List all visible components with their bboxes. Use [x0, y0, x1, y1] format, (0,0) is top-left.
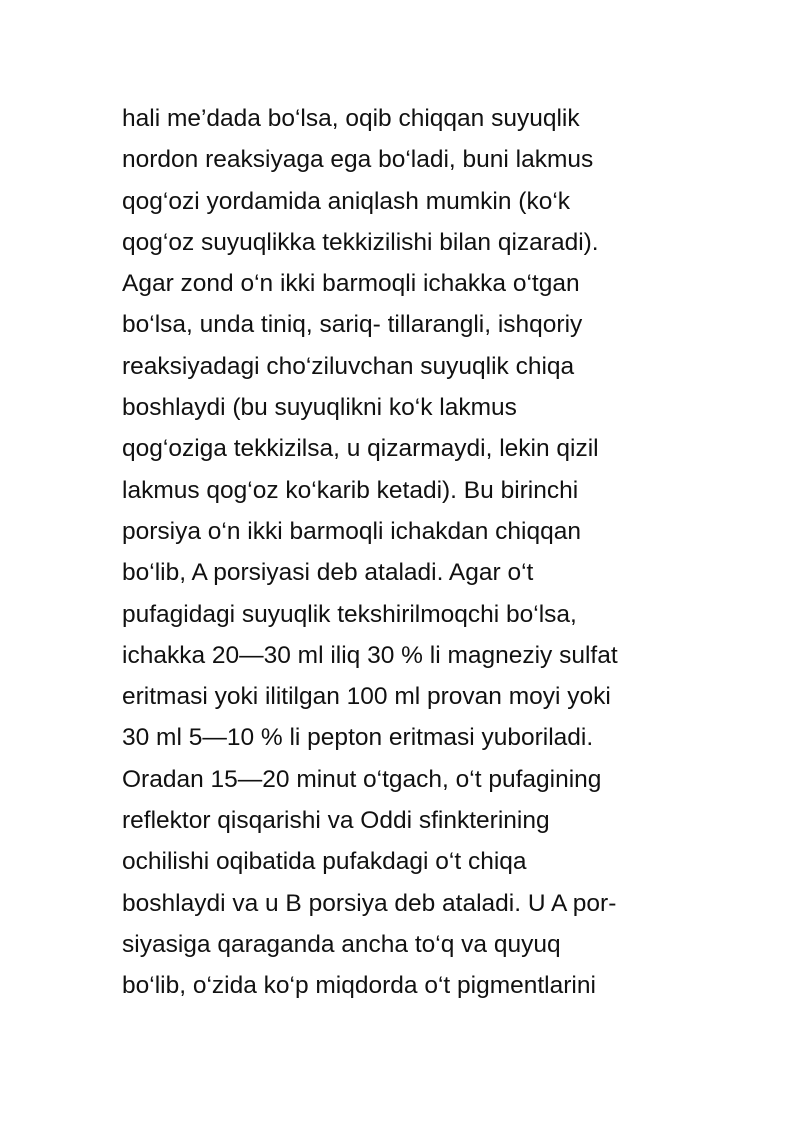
text-line: ochilishi oqibatida pufakdagi o‘t chiqa — [122, 848, 527, 876]
text-line: boshlaydi (bu suyuqlikni ko‘k lakmus — [122, 394, 517, 422]
text-line: Oradan 15—20 minut o‘tgach, o‘t pufagining — [122, 765, 602, 793]
text-line: Agar zond o‘n ikki barmoqli ichakka o‘tgan — [122, 270, 580, 298]
text-line: lakmus qog‘oz ko‘karib ketadi). Bu birinchi — [122, 476, 579, 504]
text-line: qog‘oz suyuqlikka tekkizilishi bilan qizaradi). — [122, 228, 599, 256]
text-line: eritmasi yoki ilitilgan 100 ml provan moyi yoki — [122, 683, 611, 711]
text-line: qog‘ozi yordamida aniqlash mumkin (ko‘k — [122, 187, 571, 215]
text-line: reaksiyadagi cho‘ziluvchan suyuqlik chiqa — [122, 352, 575, 380]
text-line: 30 ml 5—10 % li pepton eritmasi yuboriladi. — [122, 724, 594, 752]
text-line: qog‘oziga tekkizilsa, u qizarmaydi, lekin qizil — [122, 435, 599, 463]
text-line: nordon reaksiyaga ega bo‘ladi, buni lakmus — [122, 146, 594, 174]
body-text — [122, 98, 692, 1007]
text-line: pufagidagi suyuqlik tekshirilmoqchi bo‘lsa, — [122, 600, 577, 628]
text-line: bo‘lsa, unda tiniq, sariq- tillarangli, ishqoriy — [122, 311, 583, 339]
text-line: hali me’dada bo‘lsa, oqib chiqqan suyuqlik — [122, 105, 580, 132]
text-line: bo‘lib, A porsiyasi deb ataladi. Agar o‘t — [122, 559, 534, 587]
text-line: boshlaydi va u B porsiya deb ataladi. U A por- — [122, 889, 617, 917]
text-line: siyasiga qaraganda ancha to‘q va quyuq — [122, 930, 561, 958]
text-line: porsiya o‘n ikki barmoqli ichakdan chiqqan — [122, 517, 581, 545]
text-line: ichakka 20—30 ml iliq 30 % li magneziy sulfat — [122, 641, 618, 669]
text-line: bo‘lib, o‘zida ko‘p miqdorda o‘t pigmentlarini — [122, 972, 596, 1000]
text-line: reflektor qisqarishi va Oddi sfinkterining — [122, 807, 550, 835]
